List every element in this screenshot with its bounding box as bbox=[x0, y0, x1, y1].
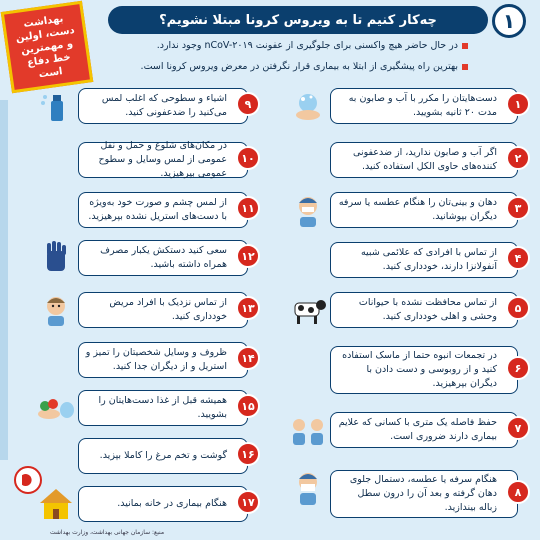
bullet-icon bbox=[462, 64, 468, 70]
tip-item bbox=[50, 188, 270, 232]
tip-item bbox=[50, 288, 270, 332]
tip-text: سعی کنید دستکش یکبار مصرف همراه داشته باشید. bbox=[100, 245, 227, 270]
tip-number: ۱۴ bbox=[236, 346, 260, 370]
tip-card bbox=[78, 192, 248, 228]
tip-number: ۱۷ bbox=[236, 490, 260, 514]
tip-text: از تماس با افرادی که علائمی شبیه آنفولانزا دارند، خودداری کنید. bbox=[360, 247, 497, 272]
bullet-icon bbox=[462, 43, 468, 49]
house-icon bbox=[36, 484, 76, 524]
tip-card bbox=[78, 390, 248, 426]
tip-text: هنگام بیماری در خانه بمانید. bbox=[117, 498, 227, 509]
tip-text: حفظ فاصله یک متری با کسانی که علایم بیماری دارند ضروری است. bbox=[338, 417, 497, 442]
source-footer bbox=[50, 529, 164, 536]
tip-number: ۱۰ bbox=[236, 146, 260, 170]
tip-card bbox=[330, 412, 518, 448]
glove-icon bbox=[36, 238, 76, 278]
tip-card bbox=[330, 142, 518, 178]
tip-card bbox=[330, 470, 518, 518]
tip-text: دهان و بینی‌تان را هنگام عطسه یا سرفه دیگران بپوشانید. bbox=[338, 197, 497, 222]
tip-item bbox=[270, 466, 540, 513]
page-title bbox=[108, 6, 488, 34]
tip-card bbox=[78, 486, 248, 522]
page-number-badge bbox=[492, 4, 526, 38]
tip-card bbox=[330, 192, 518, 228]
tip-text: هنگام سرفه یا عطسه، دستمال جلوی دهان گرفته و بعد آن را درون سطل زباله بیندازید. bbox=[349, 474, 497, 513]
tip-number: ۶ bbox=[506, 356, 530, 380]
tip-text: در تجمعات انبوه حتما از ماسک استفاده کنید و از روبوسی و دست دادن با دیگران بپرهیزید. bbox=[342, 350, 497, 389]
tip-card bbox=[78, 292, 248, 328]
tip-text: دست‌هایتان را مکرر با آب و صابون به مدت ۲۰ ثانیه بشویید. bbox=[348, 93, 497, 118]
sick-person-icon bbox=[36, 290, 76, 330]
tip-item bbox=[50, 84, 270, 128]
intro-row bbox=[96, 59, 468, 74]
spray-icon bbox=[36, 86, 76, 126]
tip-card bbox=[78, 240, 248, 276]
tip-number: ۳ bbox=[506, 196, 530, 220]
tip-text: در مکان‌های شلوغ و حمل و نقل عمومی از لمس وسایل و سطوح عمومی بپرهیزید. bbox=[98, 140, 227, 179]
tip-text: از تماس محافظت نشده با حیوانات وحشی و اهلی خودداری کنید. bbox=[358, 297, 497, 322]
tip-text: اشیاء و سطوحی که اغلب لمس می‌کنید را ضدعفونی کنید. bbox=[101, 93, 227, 118]
tip-card bbox=[330, 292, 518, 328]
tip-item bbox=[270, 408, 540, 452]
handwash-icon bbox=[288, 86, 328, 126]
tip-number: ۱ bbox=[506, 92, 530, 116]
tip-number: ۱۱ bbox=[236, 196, 260, 220]
tip-number: ۴ bbox=[506, 246, 530, 270]
tip-item bbox=[50, 482, 270, 526]
tip-text: اگر آب و صابون ندارید، از ضدعفونی کننده‌های حاوی الکل استفاده کنید. bbox=[353, 147, 497, 172]
tip-card bbox=[330, 88, 518, 124]
tip-number: ۱۲ bbox=[236, 244, 260, 268]
tip-item bbox=[270, 342, 540, 389]
tip-card bbox=[78, 438, 248, 474]
tip-number: ۷ bbox=[506, 416, 530, 440]
tip-text: همیشه قبل از غذا دست‌هایتان را بشویید. bbox=[98, 395, 227, 420]
tip-item bbox=[50, 338, 270, 382]
intro-text: بهترین راه پیشگیری از ابتلا به بیماری قرار نگرفتن در معرض ویروس کرونا است. bbox=[140, 61, 458, 72]
tip-card bbox=[78, 142, 248, 178]
tip-number: ۸ bbox=[506, 480, 530, 504]
intro-row bbox=[96, 38, 468, 53]
tip-item bbox=[270, 138, 540, 182]
food-icon bbox=[36, 388, 76, 428]
tip-item bbox=[50, 434, 270, 478]
tip-item bbox=[270, 238, 540, 282]
tip-item bbox=[50, 138, 270, 182]
title-text: چه‌کار کنیم تا به ویروس کرونا مبتلا نشویم؟ bbox=[159, 12, 437, 28]
tip-number: ۱۶ bbox=[236, 442, 260, 466]
tip-number: ۹ bbox=[236, 92, 260, 116]
tip-card bbox=[78, 342, 248, 378]
tip-text: از تماس نزدیک با افراد مریض خودداری کنید. bbox=[109, 297, 227, 322]
distance-icon bbox=[288, 410, 328, 450]
badge-text: بهداشت دست، اولین و مهمترین خط دفاع است bbox=[15, 13, 76, 80]
tip-number: ۵ bbox=[506, 296, 530, 320]
tip-number: ۲ bbox=[506, 146, 530, 170]
tip-item bbox=[270, 84, 540, 128]
sneeze-icon bbox=[288, 190, 328, 230]
tip-item bbox=[50, 236, 270, 280]
tip-card bbox=[330, 346, 518, 394]
intro-section bbox=[96, 38, 468, 80]
tip-card bbox=[78, 88, 248, 124]
tip-item bbox=[50, 386, 270, 430]
tip-number: ۱۵ bbox=[236, 394, 260, 418]
tip-text: ظروف و وسایل شخصیتان را تمیز و استریل و از دیگران جدا کنید. bbox=[85, 347, 227, 372]
tip-text: از لمس چشم و صورت خود به‌ویژه با دست‌های استریل نشده بپرهیزید. bbox=[88, 197, 227, 222]
side-strip bbox=[0, 100, 8, 460]
tip-text: گوشت و تخم مرغ را کاملا بپزید. bbox=[99, 450, 227, 461]
hand-hygiene-badge bbox=[1, 1, 94, 94]
tip-item bbox=[270, 288, 540, 332]
tissue-icon bbox=[288, 468, 328, 508]
page-number: ۱ bbox=[502, 9, 516, 33]
footer-text: منبع: سازمان جهانی بهداشت، وزارت بهداشت bbox=[50, 529, 165, 536]
tip-item bbox=[270, 188, 540, 232]
tip-number: ۱۳ bbox=[236, 296, 260, 320]
intro-text: در حال حاضر هیچ واکسنی برای جلوگیری از عفونت nCoV-۲۰۱۹ وجود ندارد. bbox=[156, 40, 458, 51]
tip-card bbox=[330, 242, 518, 278]
cow-icon bbox=[288, 290, 328, 330]
